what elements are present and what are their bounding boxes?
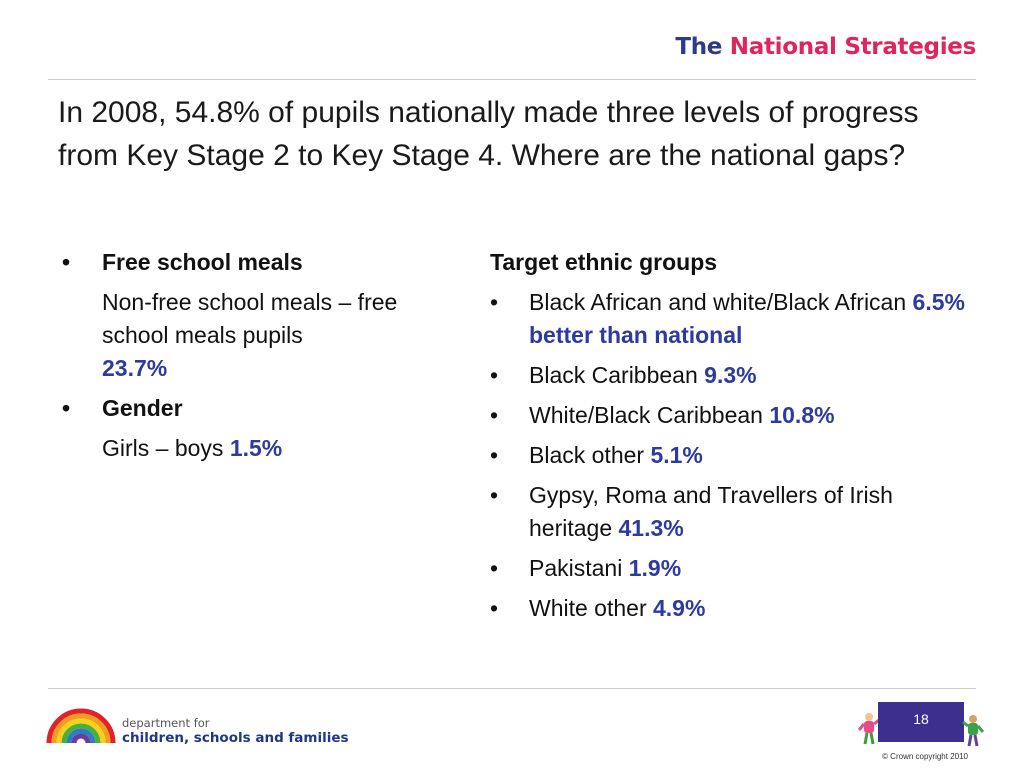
free-school-meals-text: Non-free school meals – free school meals pupils	[102, 289, 398, 348]
item-value: 4.9%	[653, 595, 706, 621]
item-value: 9.3%	[704, 362, 757, 388]
item-label: Gypsy, Roma and Travellers of Irish heritage	[529, 482, 893, 541]
gender-value: 1.5%	[229, 435, 283, 461]
dept-line-1: department for	[122, 716, 210, 730]
left-column	[62, 246, 422, 472]
gender-detail	[62, 432, 422, 465]
list-item	[490, 439, 980, 472]
list-item	[490, 552, 980, 585]
bullet-gender: • Gender	[62, 392, 422, 425]
item-label: Black other	[529, 442, 645, 468]
item-value: 1.9%	[628, 555, 682, 581]
item-label: White other	[529, 595, 647, 621]
slide-title: In 2008, 54.8% of pupils nationally made three levels of progress from Key Stage 2 to Key Stage 4. Where are the national gaps?	[58, 96, 919, 172]
footer-divider	[48, 688, 976, 689]
item-value: 41.3%	[618, 515, 684, 541]
item-value: 6.5% better than national	[529, 289, 965, 348]
item-label: Pakistani	[529, 555, 623, 581]
brand-the: The	[675, 34, 723, 60]
item-label: White/Black Caribbean	[529, 402, 763, 428]
right-column	[490, 246, 980, 632]
brand-logo	[675, 34, 976, 60]
item-label: Black African and white/Black African	[529, 289, 907, 315]
brand-name: National Strategies	[729, 34, 976, 60]
page-number: 18	[878, 702, 964, 742]
copyright-notice: © Crown copyright 2010	[882, 752, 968, 761]
dept-line-2: children, schools and families	[122, 730, 349, 746]
free-school-meals-detail	[62, 286, 422, 385]
ethnic-groups-heading: Target ethnic groups	[490, 249, 718, 275]
item-label: Black Caribbean	[529, 362, 698, 388]
department-name	[122, 716, 349, 746]
list-item	[490, 359, 980, 392]
bullet-free-school-meals: • Free school meals	[62, 246, 422, 279]
child-figure-icon	[858, 712, 880, 746]
header-divider	[48, 79, 976, 80]
item-value: 5.1%	[650, 442, 703, 468]
list-item	[490, 286, 980, 352]
child-figure-icon	[962, 714, 984, 748]
item-value: 10.8%	[769, 402, 835, 428]
list-item	[490, 592, 980, 625]
rainbow-logo-icon	[46, 706, 116, 744]
list-item	[490, 479, 980, 545]
list-item	[490, 399, 980, 432]
gender-text: Girls – boys	[102, 435, 224, 461]
free-school-meals-value: 23.7%	[102, 355, 168, 381]
